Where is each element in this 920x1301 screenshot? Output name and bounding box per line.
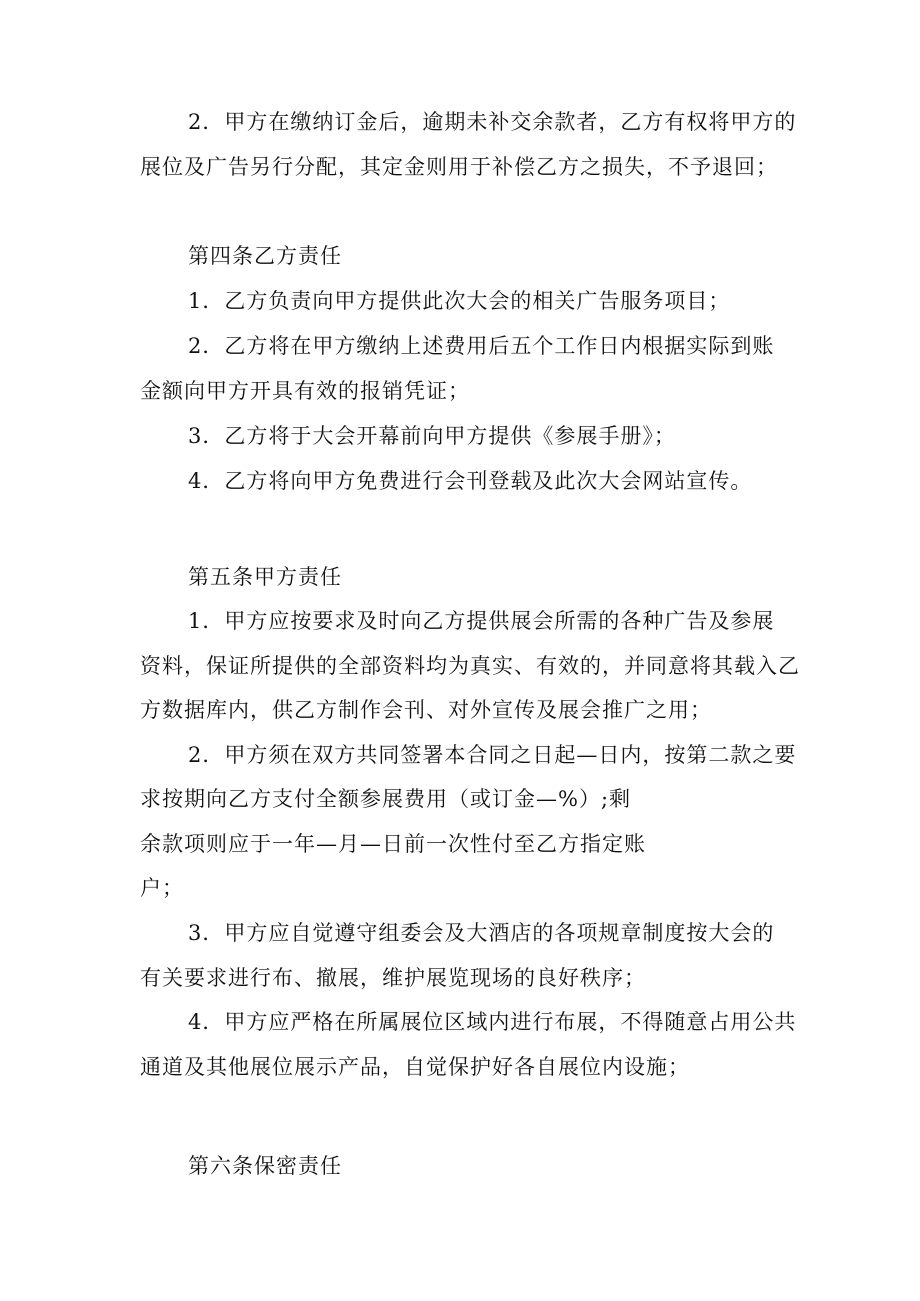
clause5-item1-line3: 方数据库内，供乙方制作会刊、对外宣传及展会推广之用； — [140, 698, 712, 722]
clause5-item4-line2: 通道及其他展位展示产品，自觉保护好各自展位内设施； — [140, 1055, 690, 1079]
clause5-item3-line2: 有关要求进行布、撤展，维护展览现场的良好秩序； — [140, 966, 646, 990]
clause5-item3-line1: 3．甲方应自觉遵守组委会及大酒店的各项规章制度按大会的 — [188, 921, 775, 945]
clause3-item2-line1: 2．甲方在缴纳订金后，逾期未补交余款者，乙方有权将甲方的 — [188, 110, 797, 134]
clause4-item4: 4．乙方将向甲方免费进行会刊登载及此次大会网站宣传。 — [188, 469, 753, 493]
clause4-item2-line2: 金额向甲方开具有效的报销凭证； — [140, 379, 470, 403]
clause4-title: 第四条乙方责任 — [188, 244, 342, 268]
clause4-item1: 1．乙方负责向甲方提供此次大会的相关广告服务项目； — [188, 289, 731, 313]
clause3-item2-line2: 展位及广告另行分配，其定金则用于补偿乙方之损失，不予退回； — [140, 155, 778, 179]
clause5-item4-line1: 4．甲方应严格在所属展位区域内进行布展，不得随意占用公共 — [188, 1010, 797, 1034]
clause5-item1-line1: 1．甲方应按要求及时向乙方提供展会所需的各种广告及参展 — [188, 609, 775, 633]
clause5-item2-line2: 求按期向乙方支付全额参展费用（或订金—%）;剩 — [140, 787, 632, 811]
clause4-item2-line1: 2．乙方将在甲方缴纳上述费用后五个工作日内根据实际到账 — [188, 334, 775, 358]
clause5-item1-line2: 资料，保证所提供的全部资料均为真实、有效的，并同意将其载入乙 — [140, 654, 800, 678]
clause5-item2-line4: 户； — [140, 876, 184, 900]
clause6-title: 第六条保密责任 — [188, 1154, 342, 1178]
clause5-title: 第五条甲方责任 — [188, 565, 342, 589]
clause5-item2-line1: 2．甲方须在双方共同签署本合同之日起—日内，按第二款之要 — [188, 743, 797, 767]
clause4-item3: 3．乙方将于大会开幕前向甲方提供《参展手册》； — [188, 424, 676, 448]
clause5-item2-line3: 余款项则应于一年—月—日前一次性付至乙方指定账 — [140, 832, 646, 856]
